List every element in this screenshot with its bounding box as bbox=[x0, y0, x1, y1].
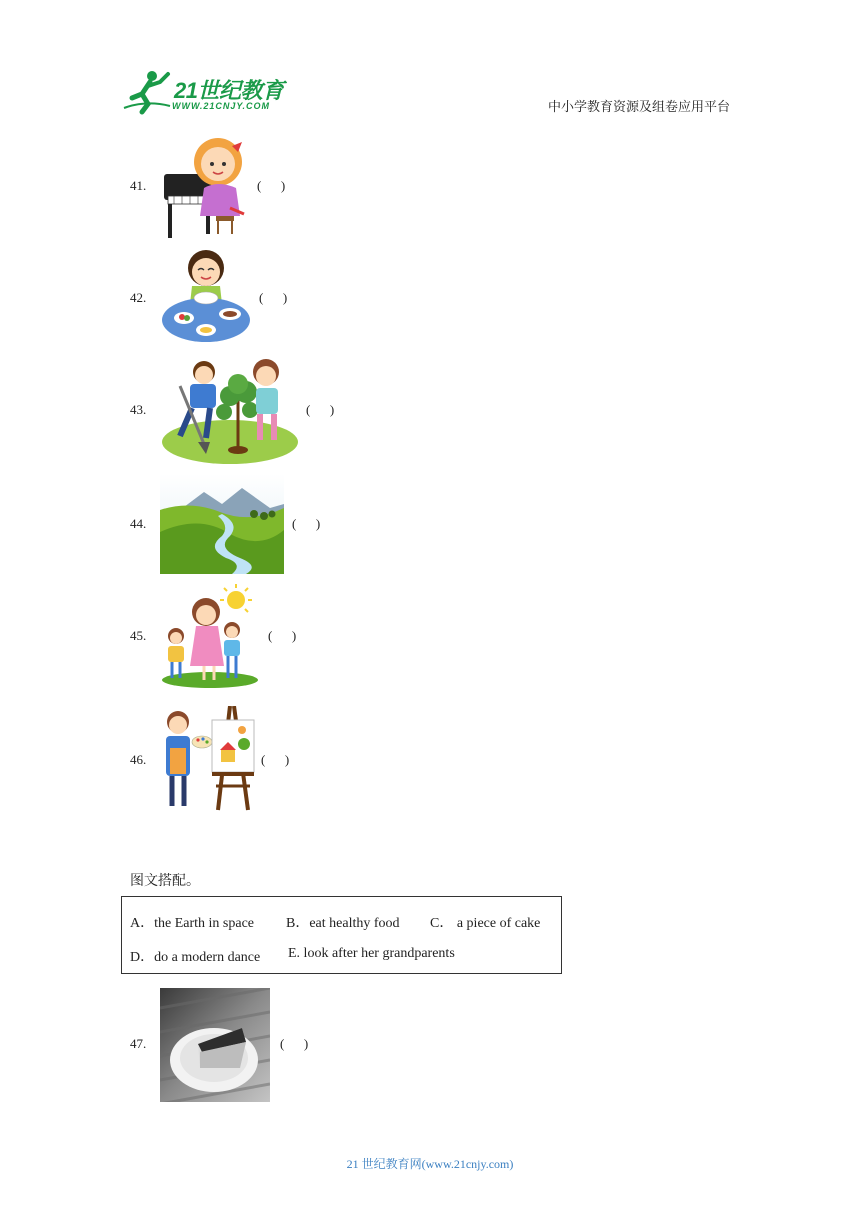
river-landscape-icon bbox=[160, 474, 284, 574]
question-44 bbox=[130, 474, 430, 574]
question-number: 42. bbox=[130, 290, 147, 305]
options-box bbox=[121, 896, 562, 974]
option-c: C． a piece of cake bbox=[430, 916, 541, 931]
answer-blank[interactable]: ( ) bbox=[268, 628, 297, 643]
question-41 bbox=[130, 134, 430, 240]
question-number: 43. bbox=[130, 402, 147, 417]
logo-text: 21世纪教育 bbox=[174, 78, 284, 103]
question-47 bbox=[130, 988, 430, 1102]
running-man-icon bbox=[122, 68, 172, 116]
site-logo bbox=[122, 68, 292, 116]
logo-url: WWW.21CNJY.COM bbox=[172, 101, 271, 111]
answer-blank[interactable]: ( ) bbox=[257, 178, 286, 193]
option-e: E. look after her grandparents bbox=[288, 946, 455, 961]
answer-blank[interactable]: ( ) bbox=[261, 752, 290, 767]
answer-blank[interactable]: ( ) bbox=[292, 516, 321, 531]
question-number: 44. bbox=[130, 516, 147, 531]
girl-playing-piano-icon bbox=[160, 134, 252, 240]
question-number: 47. bbox=[130, 1036, 147, 1051]
answer-blank[interactable]: ( ) bbox=[259, 290, 288, 305]
question-number: 46. bbox=[130, 752, 147, 767]
option-a: A．the Earth in space bbox=[130, 916, 255, 931]
answer-blank[interactable]: ( ) bbox=[306, 402, 335, 417]
question-number: 41. bbox=[130, 178, 147, 193]
option-d: D．do a modern dance bbox=[130, 950, 261, 965]
section-title: 图文搭配。 bbox=[130, 874, 200, 889]
question-42 bbox=[130, 246, 430, 346]
children-planting-tree-icon bbox=[160, 356, 300, 466]
boy-painting-easel-icon bbox=[160, 706, 256, 818]
question-43 bbox=[130, 356, 430, 466]
cake-slice-photo-icon bbox=[160, 988, 270, 1102]
header-slogan: 中小学教育资源及组卷应用平台 bbox=[548, 99, 731, 114]
girl-eating-meal-icon bbox=[160, 246, 252, 346]
question-45 bbox=[130, 584, 430, 688]
footer-text: 21 世纪教育网(www.21cnjy.com) bbox=[346, 1157, 514, 1171]
answer-blank[interactable]: ( ) bbox=[280, 1036, 309, 1051]
question-number: 45. bbox=[130, 628, 147, 643]
option-b: B．eat healthy food bbox=[286, 916, 400, 931]
question-46 bbox=[130, 706, 430, 818]
mother-children-sun-icon bbox=[160, 584, 260, 688]
